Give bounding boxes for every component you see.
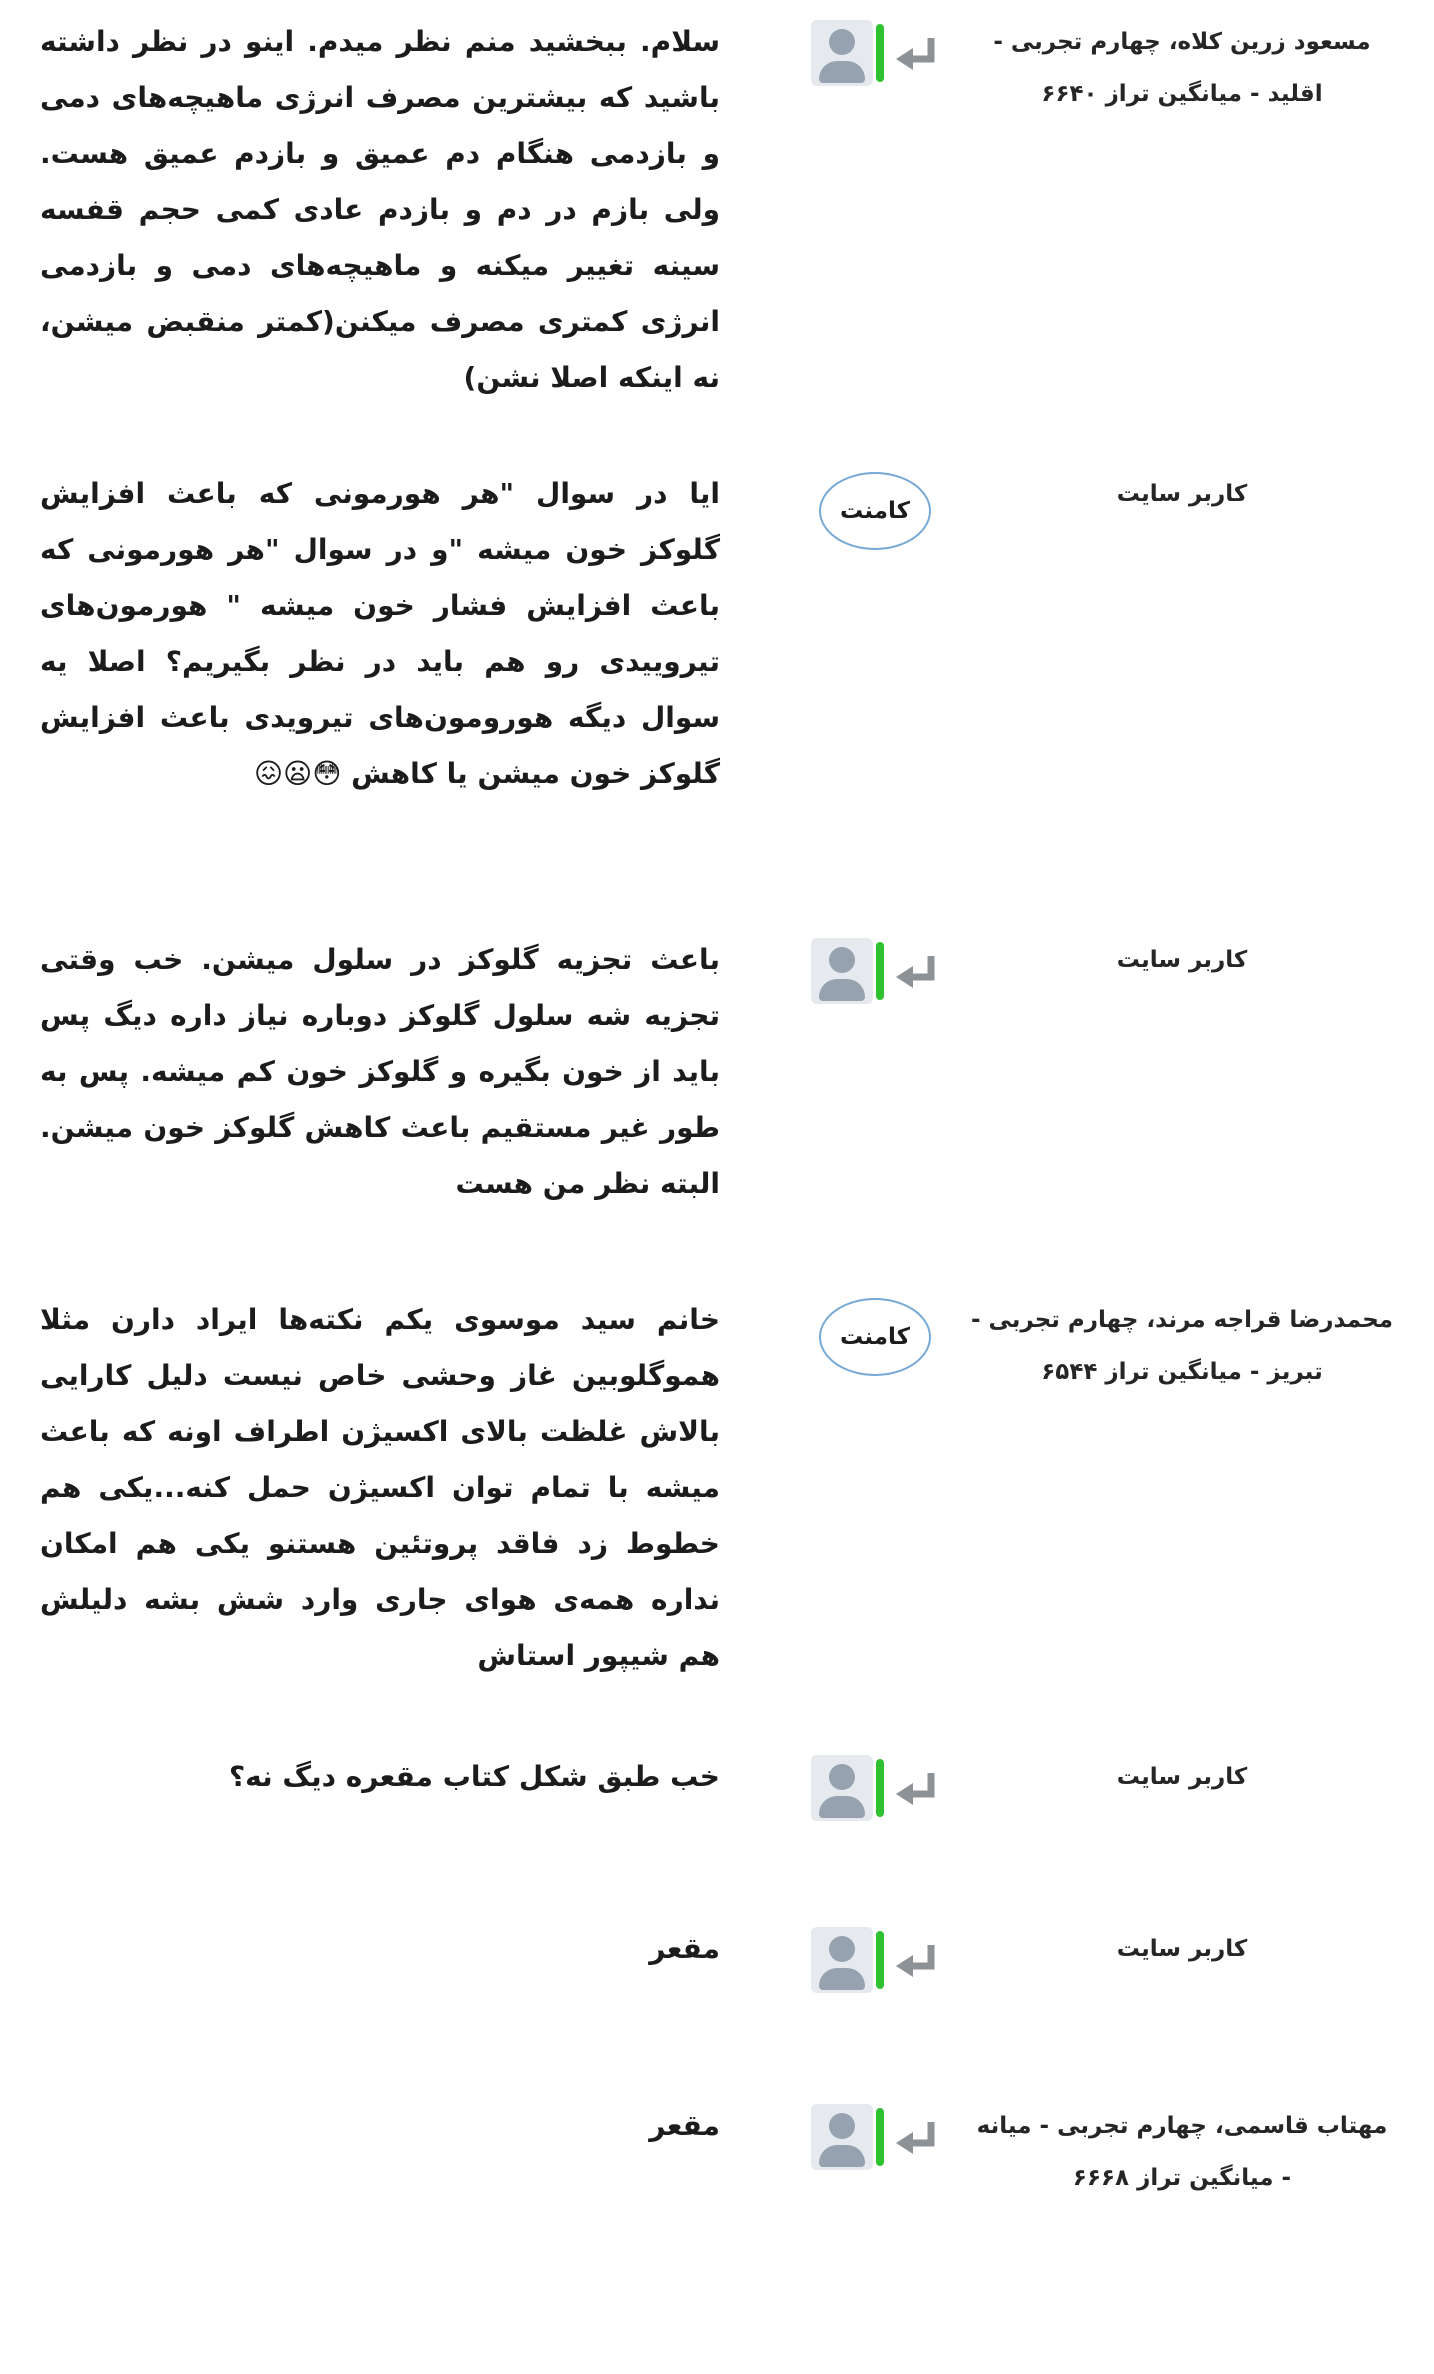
user-avatar-icon[interactable] <box>811 2104 873 2170</box>
comment-entry <box>40 14 1394 406</box>
avatar-shoulders-shape <box>819 61 865 83</box>
avatar-shoulders-shape <box>819 2145 865 2167</box>
reply-arrow-icon[interactable] <box>894 32 940 74</box>
comment-text: ایا در سوال "هر هورمونی که باعث افزایش گلوکز خون میشه "و در سوال "هر هورمونی که باعث افزایش فشار خون میشه " هورمون‌های تیروییدی رو هم باید در نظر بگیریم؟ اصلا یه سوال دیگه هورومون‌های تیرویدی باعث افزایش گلوکز خون میشن یا کاهش 😳😦😖 <box>40 477 720 790</box>
avatar-cluster <box>811 938 940 1004</box>
comment-text: سلام. ببخشید منم نظر میدم. اینو در نظر داشته باشید که بیشترین مصرف انرژی ماهیچه‌های دمی و بازدمی هنگام دم عمیق و بازدم عمیق هست. ولی بازم در دم و بازدم عادی کمی حجم قفسه سینه تغییر میکنه و ماهیچه‌های دمی و بازدمی انرژی کمتری مصرف میکنن(کمتر منقبض میشن، نه اینکه اصلا نشن) <box>40 25 720 394</box>
author-info: مهتاب قاسمی، چهارم تجربی - میانه - میانگین تراز ۶۶۶۸ <box>976 2113 1388 2191</box>
author-info: کاربر سایت <box>1116 947 1248 973</box>
marker-block <box>780 2098 970 2170</box>
marker-block <box>780 466 970 550</box>
marker-block <box>780 1292 970 1376</box>
user-avatar-icon[interactable] <box>811 938 873 1004</box>
user-avatar-icon[interactable] <box>811 20 873 86</box>
avatar-head-shape <box>829 1936 855 1962</box>
avatar-shoulders-shape <box>819 1968 865 1990</box>
author-info: مسعود زرین کلاه، چهارم تجربی - اقلید - میانگین تراز ۶۶۴۰ <box>993 29 1371 107</box>
online-status-bar <box>876 1931 884 1989</box>
author-info: کاربر سایت <box>1116 1764 1248 1790</box>
online-status-bar <box>876 1759 884 1817</box>
reply-arrow-icon[interactable] <box>894 2116 940 2158</box>
avatar-shoulders-shape <box>819 1796 865 1818</box>
comment-text: مقعر <box>649 1932 720 1965</box>
marker-block <box>780 1921 970 1993</box>
user-avatar-icon[interactable] <box>811 1755 873 1821</box>
marker-block <box>780 1749 970 1821</box>
user-avatar-icon[interactable] <box>811 1927 873 1993</box>
avatar-cluster <box>811 1755 940 1821</box>
comment-badge[interactable]: کامنت <box>819 1298 931 1376</box>
comment-text: باعث تجزیه گلوکز در سلول میشن. خب وقتی تجزیه شه سلول گلوکز دوباره نیاز داره دیگ پس باید از خون بگیره و گلوکز خون کم میشه. پس به طور غیر مستقیم باعث کاهش گلوکز خون میشن. البته نظر من هست <box>40 943 720 1200</box>
reply-arrow-icon[interactable] <box>894 1939 940 1981</box>
author-info: کاربر سایت <box>1116 481 1248 507</box>
online-status-bar <box>876 942 884 1000</box>
avatar-shoulders-shape <box>819 979 865 1001</box>
reply-arrow-icon[interactable] <box>894 950 940 992</box>
avatar-cluster <box>811 1927 940 1993</box>
avatar-cluster <box>811 2104 940 2170</box>
author-info: کاربر سایت <box>1116 1936 1248 1962</box>
online-status-bar <box>876 24 884 82</box>
author-info: محمدرضا قراجه مرند، چهارم تجربی - تبریز - میانگین تراز ۶۵۴۴ <box>970 1307 1394 1385</box>
avatar-head-shape <box>829 947 855 973</box>
comment-entry <box>40 1292 1394 1684</box>
comment-entry <box>40 932 1394 1212</box>
comment-text: خب طبق شکل کتاب مقعره دیگ نه؟ <box>228 1760 720 1793</box>
avatar-head-shape <box>829 1764 855 1790</box>
comment-entry <box>40 466 1394 802</box>
comment-text: خانم سید موسوی یکم نکته‌ها ایراد دارن مثلا هموگلوبین غاز وحشی خاص نیست دلیل کارایی بالاش غلظت بالای اکسیژن اطراف اونه که باعث میشه با تمام توان اکسیژن حمل کنه...یکی هم خطوط زد فاقد پروتئین هستنو یکی هم امکان نداره همه‌ی هوای جاری وارد شش بشه دلیلش هم شیپور استاش <box>40 1303 720 1672</box>
online-status-bar <box>876 2108 884 2166</box>
comment-badge[interactable]: کامنت <box>819 472 931 550</box>
comment-entry <box>40 2098 1394 2204</box>
comment-entry <box>40 1921 1394 1993</box>
reply-arrow-icon[interactable] <box>894 1767 940 1809</box>
comment-entry <box>40 1749 1394 1821</box>
avatar-cluster <box>811 20 940 86</box>
comment-text: مقعر <box>649 2109 720 2142</box>
avatar-head-shape <box>829 29 855 55</box>
marker-block <box>780 932 970 1004</box>
avatar-head-shape <box>829 2113 855 2139</box>
marker-block <box>780 14 970 86</box>
